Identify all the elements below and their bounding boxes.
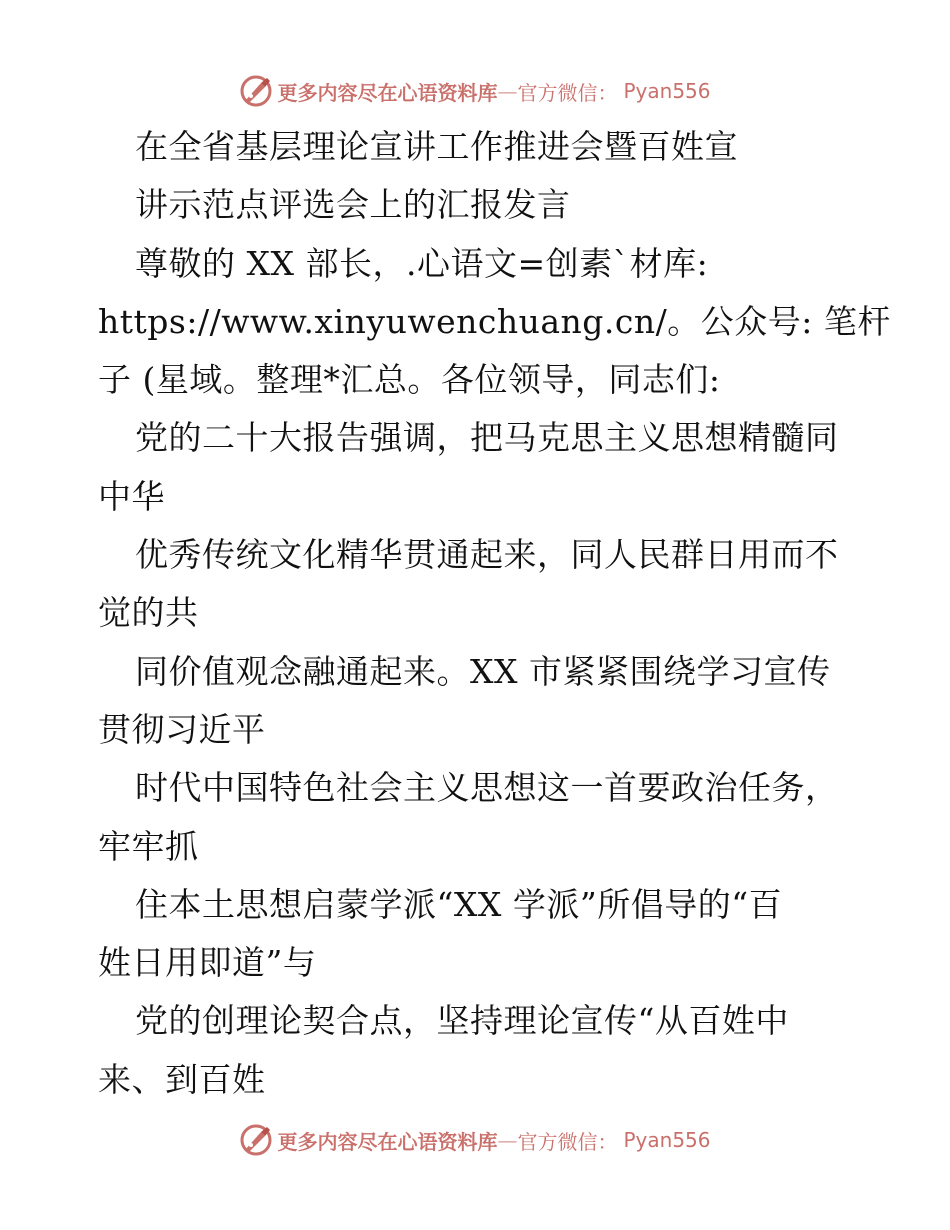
banner-wechat-label: 官方微信： xyxy=(517,80,618,105)
banner-dash: — xyxy=(497,79,518,103)
text-line: 在全省基层理论宣讲工作推进会暨百姓宣 xyxy=(135,127,738,166)
banner-wechat-label: 官方微信： xyxy=(517,1129,618,1154)
document-body xyxy=(98,118,898,1109)
header-banner xyxy=(0,71,950,111)
text-line: 同价值观念融通起来。XX 市紧紧围绕学习宣传 xyxy=(135,651,831,691)
text-line: 党的创理论契合点，坚持理论宣传“从百姓中 xyxy=(135,1001,789,1041)
text-line: 姓日用即道”与 xyxy=(98,943,317,983)
footer-banner xyxy=(0,1120,950,1160)
text-line: 优秀传统文化精华贯通起来，同人民群日用而不 xyxy=(135,535,839,575)
text-line: 子 (星域。整理*汇总。各位领导，同志们: xyxy=(98,360,721,400)
text-line: 贯彻习近平 xyxy=(98,709,266,749)
text-line: 时代中国特色社会主义思想这一首要政治任务， xyxy=(135,768,839,808)
banner-main-text: 更多内容尽在心语资料库 xyxy=(277,1129,498,1154)
pen-logo-icon xyxy=(239,1123,273,1157)
text-line: 住本土思想启蒙学派“XX 学派”所倡导的“百 xyxy=(135,884,783,924)
text-line: 党的二十大报告强调，把马克思主义思想精髓同 xyxy=(135,418,839,458)
banner-main-text: 更多内容尽在心语资料库 xyxy=(277,80,498,105)
text-line: 讲示范点评选会上的汇报发言 xyxy=(135,185,571,225)
text-line: 中华 xyxy=(98,476,165,516)
banner-dash: — xyxy=(497,1128,518,1152)
text-line: 觉的共 xyxy=(98,593,199,633)
text-line: 牢牢抓 xyxy=(98,826,199,866)
banner-wechat-id: Pyan556 xyxy=(623,79,711,103)
banner-wechat-id: Pyan556 xyxy=(623,1128,711,1152)
text-line: 尊敬的 XX 部长，.心语文=创素`材库: xyxy=(135,243,709,283)
pen-logo-icon xyxy=(239,74,273,108)
text-line: 来、到百姓 xyxy=(98,1059,266,1099)
text-line: https://www.xinyuwenchuang.cn/。公众号: 笔杆 xyxy=(98,301,891,341)
